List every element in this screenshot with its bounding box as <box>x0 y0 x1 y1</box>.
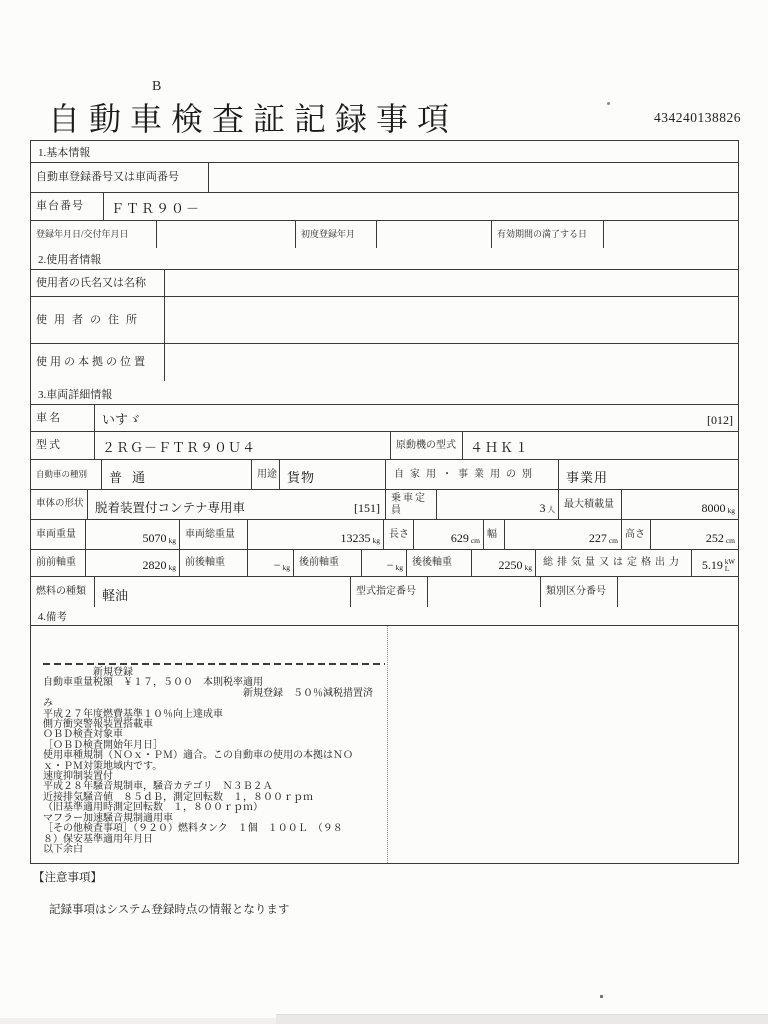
expiry-date-label: 有効期間の満了する日 <box>491 221 603 248</box>
remarks-left-panel <box>31 626 388 863</box>
chassis-number-value: ＦＴＲ９０－ <box>103 193 738 220</box>
scan-speck <box>607 102 610 105</box>
registration-number-value <box>208 163 738 192</box>
width-label: 幅 <box>483 520 504 549</box>
registration-number-label: 自動車登録番号又は車両番号 <box>36 171 179 184</box>
displacement-unit: kW L <box>724 558 735 573</box>
remarks-line: 新規登録 <box>43 667 133 678</box>
gross-weight-label: 車両総重量 <box>179 520 247 549</box>
row-car-name <box>31 404 738 431</box>
row-registration-number <box>31 162 738 192</box>
expiry-date-value <box>603 221 738 248</box>
section-heading-vehicle-details: 3.車両詳細情報 <box>38 389 113 401</box>
max-load-label: 最大積載量 <box>558 490 621 519</box>
type-designation-number-label: 型式指定番号 <box>350 577 427 607</box>
base-location-label: 使用の本拠の位置 <box>36 356 148 369</box>
base-location-value <box>164 344 738 381</box>
user-name-label: 使用者の氏名又は名称 <box>36 276 146 289</box>
axle-rear-rear-label: 後後軸重 <box>406 550 471 576</box>
row-user-name <box>31 269 738 296</box>
fuel-value: 軽油 <box>94 577 350 607</box>
scan-speck <box>600 995 603 998</box>
class-category-number-label: 類別区分番号 <box>540 577 617 607</box>
axle-rear-front-value: − kg <box>361 550 406 576</box>
use-value: 貨物 <box>279 460 385 489</box>
height-label: 高さ <box>621 520 650 549</box>
remarks-line: 使用車種規制（ＮＯｘ・ＰＭ）適合。この自動車の使用の本拠はＮＯ <box>43 750 353 762</box>
notice-body: 記録事項はシステム登録時点の情報となります <box>49 904 290 916</box>
first-registration-value <box>376 221 491 248</box>
row-axle-weights <box>31 549 738 576</box>
remarks-line: ［その他検査事項］（９２０）燃料タンク １個 １００Ｌ （９８ <box>43 823 343 835</box>
car-name-value <box>94 405 738 431</box>
gross-weight-value: 13235 kg <box>247 520 383 549</box>
remarks-line: 近接排気騒音値 ８５ｄＢ，測定回転数 １，８００ｒｐｍ <box>43 791 313 803</box>
type-designation-number-value <box>427 577 540 607</box>
width-value: 227 cm <box>504 520 621 549</box>
model-value: ２ＲＧ－ＦＴＲ９０Ｕ４ <box>94 432 390 459</box>
displacement-output-value: 5.19 kW L <box>691 550 738 576</box>
remarks-line: み <box>43 698 53 710</box>
remarks-line: 速度抑制装置付 <box>43 771 113 783</box>
engine-model-label: 原動機の型式 <box>390 432 462 459</box>
remarks-line: ｘ・ＰＭ対策地域内です。 <box>43 760 163 772</box>
private-business-label: 自家用・事業用の別 <box>385 460 558 489</box>
scan-edge-bar-right <box>276 1014 768 1024</box>
body-shape-label: 車体の形状 <box>36 499 84 510</box>
body-shape-text: 脱着装置付コンテナ専用車 <box>95 501 246 515</box>
axle-rear-rear-value: 2250 kg <box>471 550 535 576</box>
remarks-line: 自動車重量税額 ￥１７，５００ 本則税率適用 <box>43 677 263 689</box>
row-weights-dimensions <box>31 519 738 549</box>
row-user-address <box>31 296 738 343</box>
model-label: 型式 <box>36 439 62 452</box>
axle-front-rear-value: − kg <box>247 550 293 576</box>
row-chassis-number <box>31 192 738 220</box>
engine-model-value: ４ＨＫ１ <box>462 432 738 459</box>
row-base-location <box>31 343 738 381</box>
height-value: 252 cm <box>650 520 738 549</box>
fuel-label: 燃料の種類 <box>36 586 86 598</box>
body-shape-value <box>87 490 385 519</box>
axle-front-front-value: 2820 kg <box>85 550 179 576</box>
length-value: 629 cm <box>413 520 483 549</box>
remarks-line: 平成２８年騒音規制車，騒音カテゴリ Ｎ３Ｂ２Ａ <box>43 781 273 793</box>
use-label: 用途 <box>251 460 279 489</box>
registration-date-label: 登録年月日/交付年月日 <box>36 229 129 240</box>
registration-date-value <box>156 221 295 248</box>
body-shape-code: [151] <box>354 501 380 515</box>
user-name-value <box>164 270 738 296</box>
displacement-output-label: 総排気量又は定格出力 <box>535 550 691 576</box>
section-heading-user-info: 2.使用者情報 <box>38 254 102 266</box>
user-address-label: 使用者の住所 <box>36 313 144 326</box>
remarks-right-panel <box>388 626 738 863</box>
car-name-label: 車名 <box>36 411 62 424</box>
row-remarks <box>31 625 738 863</box>
length-label: 長さ <box>383 520 413 549</box>
remarks-line: 平成２７年度燃費基準１０％向上達成車 <box>43 708 223 720</box>
page-title: 自動車検査証記録事項 <box>48 101 459 137</box>
remarks-line: ８）保安基準適用年月日 <box>43 833 153 845</box>
remarks-line: 側方衝突警報装置搭載車 <box>43 719 153 731</box>
section-heading-remarks: 4.備考 <box>38 612 67 623</box>
remarks-line: マフラー加速騒音規制適用車 <box>43 812 173 824</box>
chassis-number-label: 車台番号 <box>36 200 84 213</box>
remarks-line: 以下余白 <box>43 843 83 855</box>
vehicle-weight-value: 5070 kg <box>85 520 179 549</box>
first-registration-label: 初度登録年月 <box>295 221 376 248</box>
remarks-line: ＯＢＤ検査対象車 <box>43 729 123 741</box>
remarks-line: ［ＯＢＤ検査開始年月日］ <box>43 739 163 751</box>
scan-edge-bar-left <box>0 1018 276 1024</box>
axle-front-front-label: 前前軸重 <box>36 557 76 569</box>
user-address-value <box>164 297 738 343</box>
page-mark-b: B <box>152 79 162 94</box>
max-load-value: 8000 kg <box>621 490 738 519</box>
car-name-text: いすゞ <box>102 412 142 427</box>
notice-title: 【注意事項】 <box>33 872 102 884</box>
section-heading-basic-info: 1.基本情報 <box>38 147 91 159</box>
axle-rear-front-label: 後前軸重 <box>293 550 361 576</box>
form-table <box>30 140 739 864</box>
class-category-number-value <box>617 577 738 607</box>
axle-front-rear-label: 前後軸重 <box>179 550 247 576</box>
row-model <box>31 431 738 459</box>
vehicle-class-value: 普通 <box>101 460 251 489</box>
remarks-dashed-divider <box>43 663 385 665</box>
remarks-line: 新規登録 ５０％減税措置済 <box>43 687 373 699</box>
remarks-line: （旧基準適用時測定回転数 １，８００ｒｐｍ） <box>43 802 263 814</box>
row-fuel-type-numbers <box>31 576 738 607</box>
private-business-value: 事業用 <box>558 460 738 489</box>
remarks-lines <box>43 668 383 855</box>
document-number: 434240138826 <box>654 110 741 125</box>
row-body-shape-capacity <box>31 489 738 519</box>
car-name-code: [012] <box>707 413 733 427</box>
row-dates <box>31 220 738 248</box>
capacity-label: 乗車定員 <box>385 490 436 519</box>
row-class-use <box>31 459 738 489</box>
capacity-value: 3 人 <box>436 490 558 519</box>
vehicle-class-label: 自動車の種別 <box>36 468 88 479</box>
vehicle-weight-label: 車両重量 <box>36 528 76 540</box>
